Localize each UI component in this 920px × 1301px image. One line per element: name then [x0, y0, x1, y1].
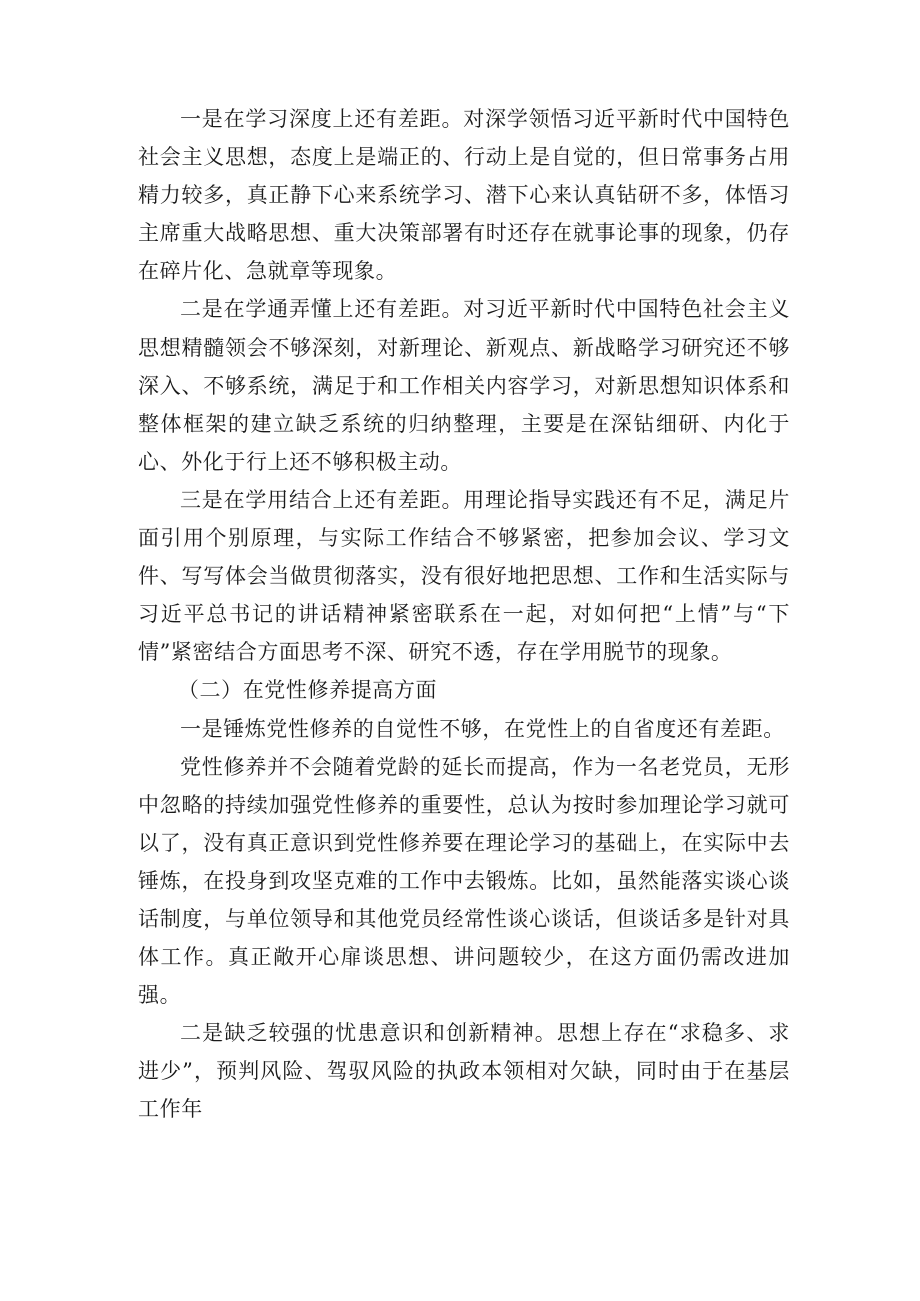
- paragraph-party-spirit-detail: 党性修养并不会随着党龄的延长而提高，作为一名老党员，无形中忽略的持续加强党性修养的重要性，总认为按时参加理论学习就可以了，没有真正意识到党性修养要在理论学习的基础上，在实际中去锤炼，在投身到攻坚克难的工作中去锻炼。比如，虽然能落实谈心谈话制度，与单位领导和其他党员经常性谈心谈话，但谈话多是针对具体工作。真正敞开心扉谈思想、讲问题较少，在这方面仍需改进加强。: [138, 754, 790, 1008]
- paragraph-study-understanding: 二是在学通弄懂上还有差距。对习近平新时代中国特色社会主义思想精髓领会不够深刻，对新理论、新观点、新战略学习研究还不够深入、不够系统，满足于和工作相关内容学习，对新思想知识体系和整体框架的建立缺乏系统的归纳整理，主要是在深钻细研、内化于心、外化于行上还不够积极主动。: [138, 297, 790, 474]
- paragraph-innovation-spirit: 二是缺乏较强的忧患意识和创新精神。思想上存在“求稳多、求进少”，预判风险、驾驭风险的执政本领相对欠缺，同时由于在基层工作年: [138, 1021, 790, 1122]
- document-body: [138, 100, 790, 1129]
- section-heading-party-spirit: （二）在党性修养提高方面: [177, 678, 438, 703]
- paragraph-party-spirit-point-1: 一是锤炼党性修养的自觉性不够，在党性上的自省度还有差距。: [180, 716, 785, 741]
- paragraph-study-depth: 一是在学习深度上还有差距。对深学领悟习近平新时代中国特色社会主义思想，态度上是端正的、行动上是自觉的，但日常事务占用精力较多，真正静下心来系统学习、潜下心来认真钻研不多，体悟习主席重大战略思想、重大决策部署有时还存在就事论事的现象，仍存在碎片化、急就章等现象。: [138, 107, 790, 284]
- paragraph-study-application: 三是在学用结合上还有差距。用理论指导实践还有不足，满足片面引用个别原理，与实际工作结合不够紧密，把参加会议、学习文件、写写体会当做贯彻落实，没有很好地把思想、工作和生活实际与习近平总书记的讲话精神紧密联系在一起，对如何把“上情”与“下情”紧密结合方面思考不深、研究不透，存在学用脱节的现象。: [138, 487, 790, 665]
